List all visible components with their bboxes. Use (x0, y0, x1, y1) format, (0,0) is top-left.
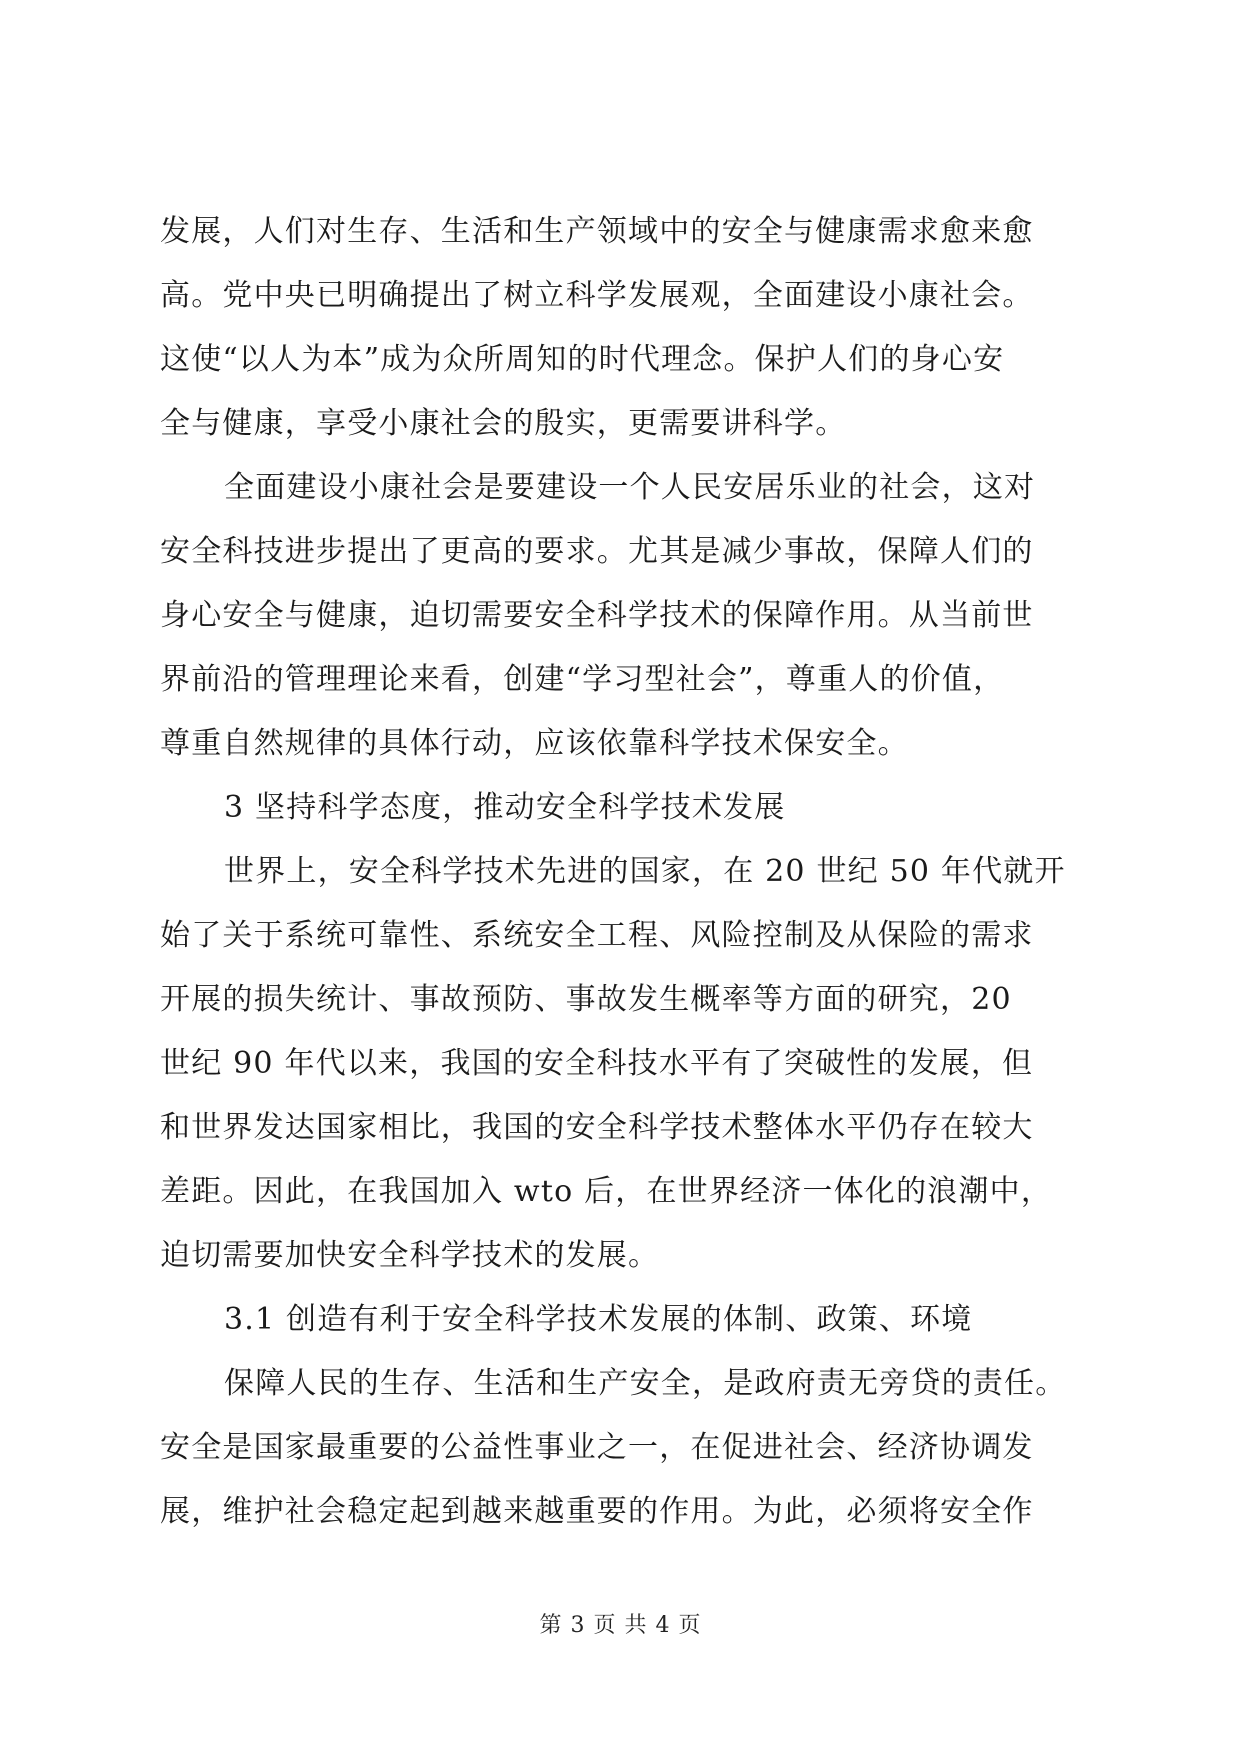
text-line: 世纪 90 年代以来，我国的安全科技水平有了突破性的发展，但 (160, 1046, 1034, 1081)
text-line: 身心安全与健康，迫切需要安全科学技术的保障作用。从当前世 (160, 598, 1034, 633)
document-body (160, 200, 1090, 1544)
text-line: 安全是国家最重要的公益性事业之一，在促进社会、经济协调发 (160, 1430, 1034, 1465)
text-line: 迫切需要加快安全科学技术的发展。 (160, 1238, 660, 1273)
text-line: 差距。因此，在我国加入 wto 后，在世界经济一体化的浪潮中， (160, 1174, 1053, 1209)
text-line: 界前沿的管理理论来看，创建“学习型社会”，尊重人的价值， (160, 662, 1005, 697)
text-line: 开展的损失统计、事故预防、事故发生概率等方面的研究，20 (160, 982, 1012, 1017)
page-footer: 第 3 页 共 4 页 (539, 1613, 702, 1638)
text-line: 全面建设小康社会是要建设一个人民安居乐业的社会，这对 (224, 470, 1036, 505)
text-line: 安全科技进步提出了更高的要求。尤其是减少事故，保障人们的 (160, 534, 1034, 569)
text-line: 发展，人们对生存、生活和生产领域中的安全与健康需求愈来愈 (160, 214, 1034, 249)
text-line: 和世界发达国家相比，我国的安全科学技术整体水平仍存在较大 (160, 1110, 1034, 1145)
text-line: 始了关于系统可靠性、系统安全工程、风险控制及从保险的需求 (160, 918, 1034, 953)
text-line: 高。党中央已明确提出了树立科学发展观，全面建设小康社会。 (160, 278, 1034, 313)
text-line: 尊重自然规律的具体行动，应该依靠科学技术保安全。 (160, 726, 909, 761)
text-line: 保障人民的生存、生活和生产安全，是政府责无旁贷的责任。 (224, 1366, 1067, 1401)
text-line: 3 坚持科学态度，推动安全科学技术发展 (224, 790, 786, 825)
text-line: 世界上，安全科学技术先进的国家，在 20 世纪 50 年代就开 (224, 854, 1066, 889)
text-line: 全与健康，享受小康社会的殷实，更需要讲科学。 (160, 406, 847, 441)
text-line: 这使“以人为本”成为众所周知的时代理念。保护人们的身心安 (160, 342, 1005, 377)
text-line: 3.1 创造有利于安全科学技术发展的体制、政策、环境 (224, 1302, 973, 1337)
text-line: 展，维护社会稳定起到越来越重要的作用。为此，必须将安全作 (160, 1494, 1034, 1529)
